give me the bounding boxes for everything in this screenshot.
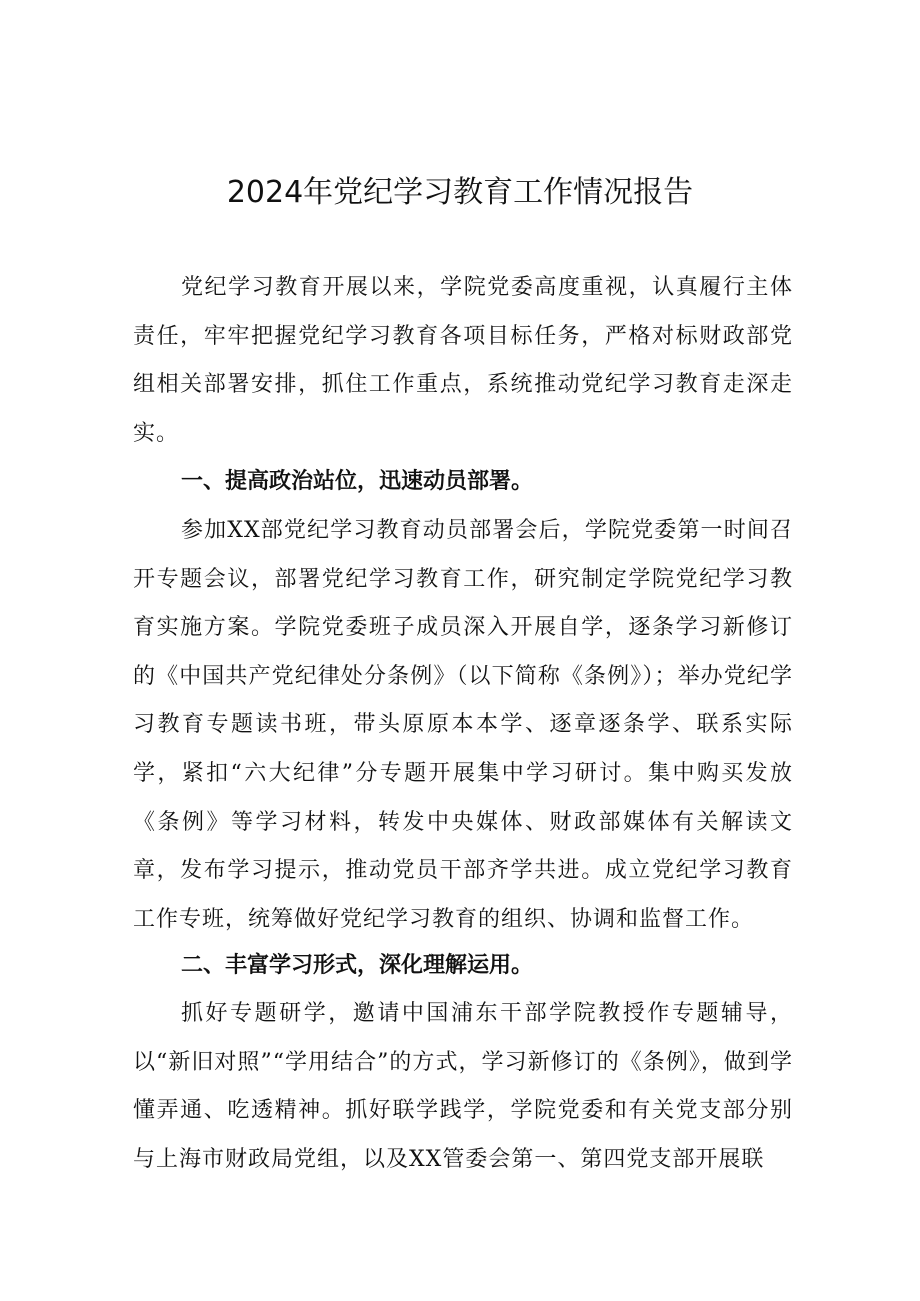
section-heading-2: 二、丰富学习形式，深化理解运用。 (181, 953, 534, 978)
section-heading-1: 一、提高政治站位，迅速动员部署。 (181, 469, 534, 494)
intro-paragraph: 党纪学习教育开展以来，学院党委高度重视，认真履行主体责任，牢牢把握党纪学习教育各项目标任务，严格对标财政部党组相关部署安排，抓住工作重点，系统推动党纪学习教育走深走实。 (133, 275, 793, 446)
document-title: 2024年党纪学习教育工作情况报告 (226, 175, 694, 210)
section-body-1: 参加XX部党纪学习教育动员部署会后，学院党委第一时间召开专题会议，部署党纪学习教育工作，研究制定学院党纪学习教育实施方案。学院党委班子成员深入开展自学，逐条学习新修订的《中国共产党纪律处分条例》（以下简称《条例》）；举办党纪学习教育专题读书班，带头原原本本学、逐章逐条学、联系实际学，紧扣“六大纪律”分专题开展集中学习研讨。集中购买发放《条例》等学习材料，转发中央媒体、财政部媒体有关解读文章，发布学习提示，推动党员干部齐学共进。成立党纪学习教育工作专班，统筹做好党纪学习教育的组织、协调和监督工作。 (133, 518, 793, 932)
section-body-2: 抓好专题研学，邀请中国浦东干部学院教授作专题辅导，以“新旧对照”“学用结合”的方式，学习新修订的《条例》，做到学懂弄通、吃透精神。抓好联学践学，学院党委和有关党支部分别与上海市财政局党组，以及XX管委会第一、第四党支部开展联 (133, 1001, 793, 1172)
